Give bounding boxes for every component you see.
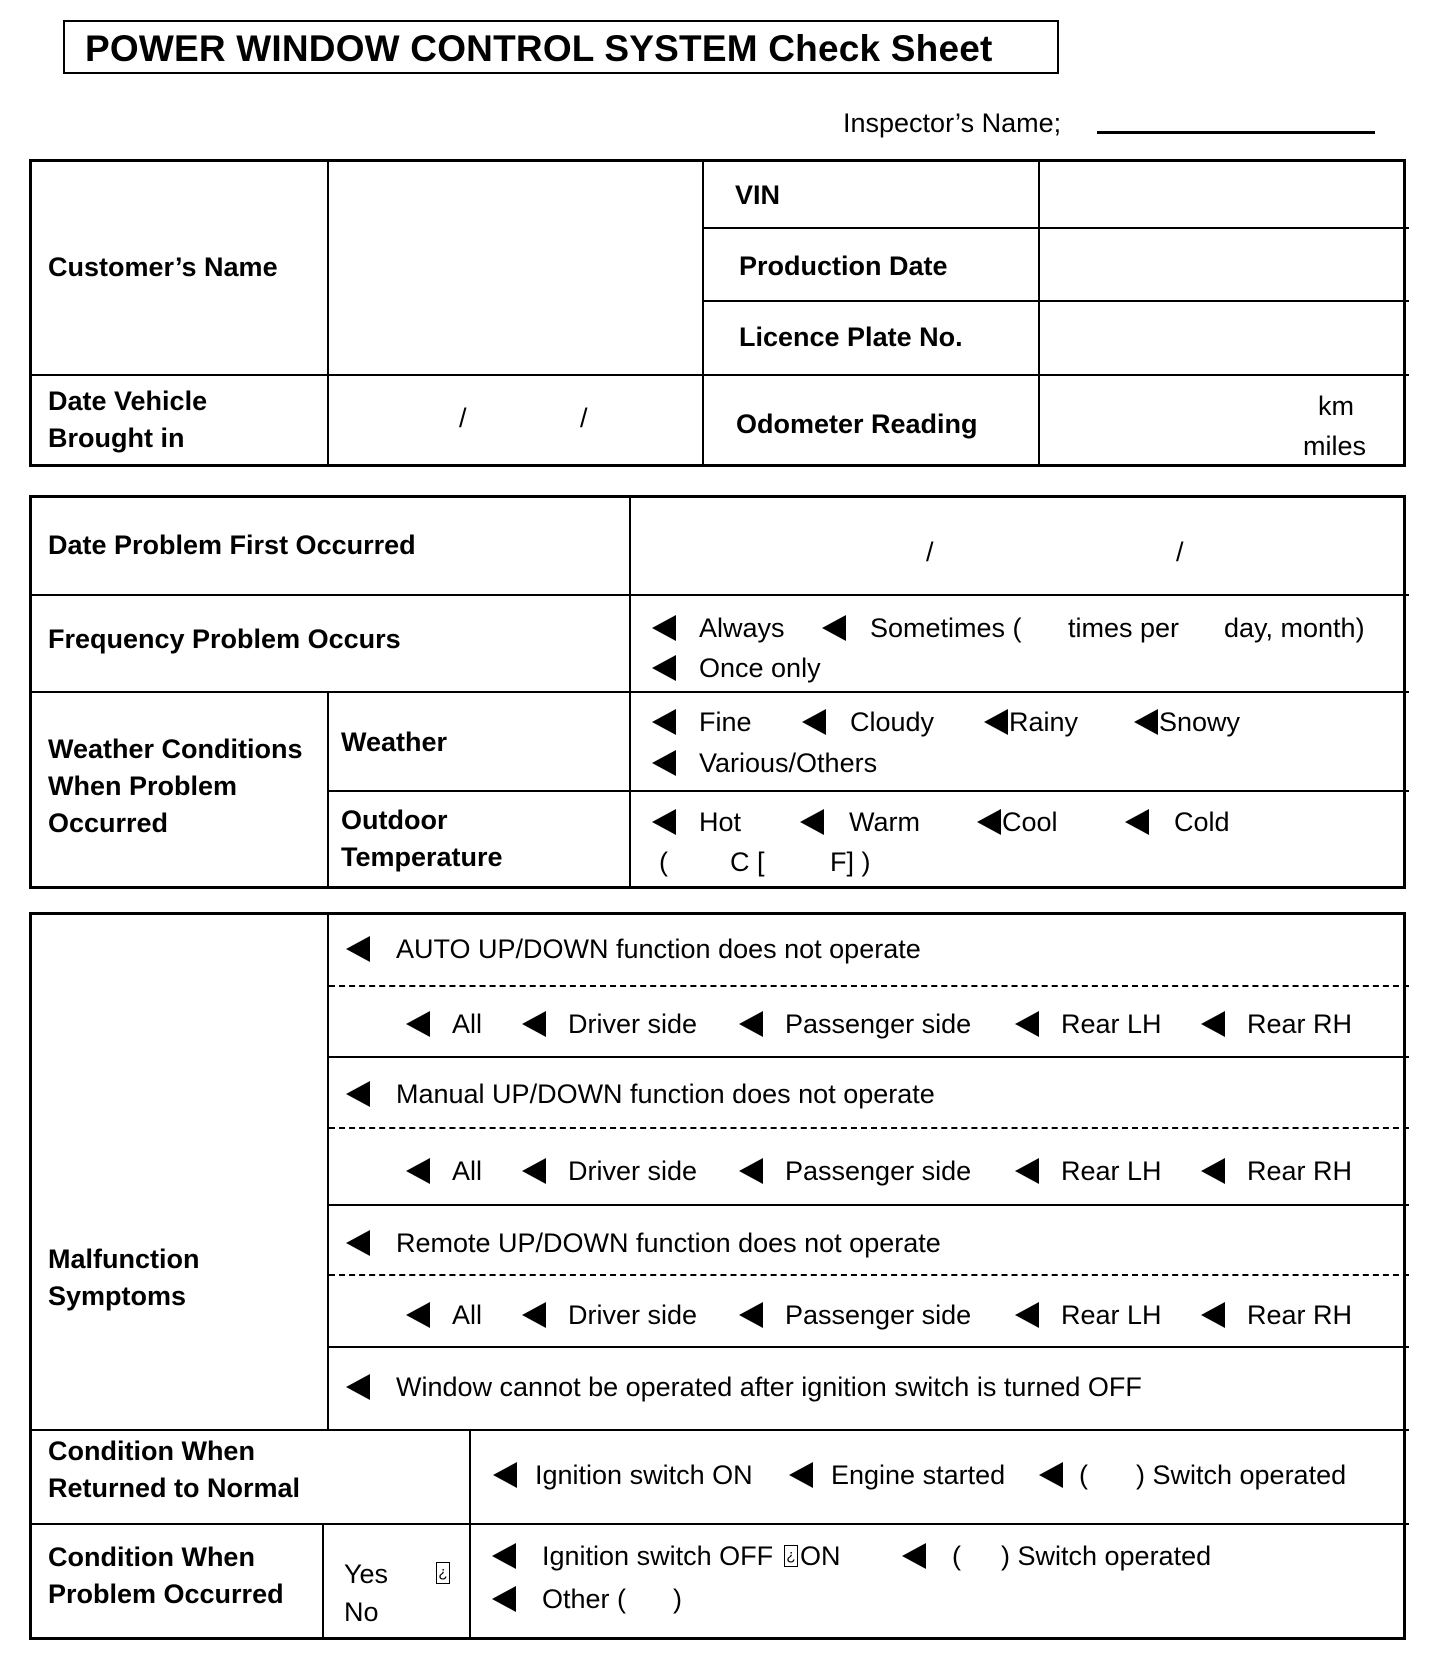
checkbox-auto-rear-lh[interactable]: [1015, 1011, 1039, 1037]
checkbox-auto-driver[interactable]: [522, 1011, 546, 1037]
option-cold: Cold: [1174, 807, 1230, 837]
checkbox-auto[interactable]: [346, 936, 370, 962]
checkbox-remote[interactable]: [346, 1230, 370, 1256]
weather-conditions-label-line2: When Problem: [48, 771, 238, 801]
inspector-name-label: Inspector’s Name;: [843, 108, 1062, 138]
page-title: POWER WINDOW CONTROL SYSTEM Check Sheet: [85, 28, 993, 69]
checkbox-snowy[interactable]: [1134, 709, 1158, 735]
no-label: No: [344, 1597, 379, 1627]
option-occ-switch-operated: ) Switch operated: [1001, 1541, 1212, 1571]
symptom-manual: Manual UP/DOWN function does not operate: [396, 1079, 935, 1109]
ret-open-paren: (: [1079, 1460, 1088, 1490]
option-other-close: ): [673, 1584, 682, 1614]
production-date-field[interactable]: [1042, 229, 1402, 298]
unit-miles: miles: [1303, 431, 1367, 461]
date-brought-label-line1: Date Vehicle: [48, 386, 208, 416]
temp-celsius: C [: [730, 847, 765, 877]
option-ignition-on-suffix: ON: [800, 1541, 841, 1571]
checkbox-auto-all[interactable]: [406, 1011, 430, 1037]
checkbox-manual[interactable]: [346, 1081, 370, 1107]
odometer-field[interactable]: [1042, 376, 1292, 464]
checkbox-ret-ignition-on[interactable]: [493, 1462, 517, 1488]
option-engine-started: Engine started: [831, 1460, 1006, 1490]
checkbox-occ-ignition[interactable]: [492, 1543, 516, 1569]
first-occurred-date-field[interactable]: [633, 498, 1403, 592]
temperature-label-line2: Temperature: [341, 842, 503, 872]
checkbox-remote-rear-lh[interactable]: [1015, 1302, 1039, 1328]
date-brought-label-line2: Brought in: [48, 423, 185, 453]
option-switch-operated: ) Switch operated: [1136, 1460, 1347, 1490]
option-driver-side: Driver side: [568, 1009, 698, 1039]
symptom-ignition-off: Window cannot be operated after ignition switch is turned OFF: [396, 1372, 1142, 1402]
production-date-label: Production Date: [739, 251, 948, 281]
option-fine: Fine: [699, 707, 752, 737]
first-occurred-label: Date Problem First Occurred: [48, 530, 416, 560]
option-driver-side: Driver side: [568, 1156, 698, 1186]
option-always: Always: [699, 613, 785, 643]
unit-km: km: [1318, 391, 1354, 421]
conditions-table: [29, 495, 1406, 889]
yes-no-toggle-icon[interactable]: ¿: [436, 1562, 450, 1584]
option-hot: Hot: [699, 807, 742, 837]
option-cloudy: Cloudy: [850, 707, 935, 737]
temp-open-paren: (: [659, 847, 668, 877]
checkbox-manual-driver[interactable]: [522, 1158, 546, 1184]
customer-name-field[interactable]: [331, 162, 700, 372]
symptoms-label-line1: Malfunction: [48, 1244, 200, 1274]
symptoms-label-line2: Symptoms: [48, 1281, 187, 1311]
licence-plate-field[interactable]: [1042, 302, 1402, 372]
returned-label-line1: Condition When: [48, 1436, 255, 1466]
frequency-label: Frequency Problem Occurs: [48, 624, 401, 654]
option-driver-side: Driver side: [568, 1300, 698, 1330]
temp-fahrenheit: F] ): [830, 847, 871, 877]
checkbox-warm[interactable]: [800, 809, 824, 835]
checkbox-remote-driver[interactable]: [522, 1302, 546, 1328]
temperature-label-line1: Outdoor: [341, 805, 448, 835]
date-separator: /: [580, 403, 588, 433]
checkbox-always[interactable]: [652, 615, 676, 641]
option-various: Various/Others: [699, 748, 878, 778]
option-rear-rh: Rear RH: [1247, 1156, 1353, 1186]
date-separator: /: [926, 537, 934, 567]
checkbox-ret-switch[interactable]: [1039, 1462, 1063, 1488]
checkbox-remote-rear-rh[interactable]: [1201, 1302, 1225, 1328]
date-separator: /: [459, 403, 467, 433]
day-month-text: day, month): [1224, 613, 1365, 643]
checkbox-manual-passenger[interactable]: [739, 1158, 763, 1184]
option-warm: Warm: [849, 807, 920, 837]
checkbox-fine[interactable]: [652, 709, 676, 735]
option-once-only: Once only: [699, 653, 821, 683]
occurred-label-line2: Problem Occurred: [48, 1579, 284, 1609]
symptom-remote: Remote UP/DOWN function does not operate: [396, 1228, 941, 1258]
option-passenger-side: Passenger side: [785, 1009, 972, 1039]
title-box: [63, 20, 1059, 74]
checkbox-rainy[interactable]: [984, 709, 1008, 735]
occ-open-paren: (: [952, 1541, 961, 1571]
checkbox-auto-rear-rh[interactable]: [1201, 1011, 1225, 1037]
vin-label: VIN: [735, 180, 781, 210]
checkbox-remote-passenger[interactable]: [739, 1302, 763, 1328]
option-rear-lh: Rear LH: [1061, 1009, 1162, 1039]
customer-name-label: Customer’s Name: [48, 252, 278, 282]
checkbox-manual-rear-rh[interactable]: [1201, 1158, 1225, 1184]
checkbox-cloudy[interactable]: [802, 709, 826, 735]
checkbox-ret-engine-started[interactable]: [789, 1462, 813, 1488]
option-ignition-on: Ignition switch ON: [535, 1460, 753, 1490]
inspector-name-field[interactable]: [1097, 131, 1375, 134]
weather-label: Weather: [341, 727, 448, 757]
checkbox-manual-rear-lh[interactable]: [1015, 1158, 1039, 1184]
checkbox-cold[interactable]: [1125, 809, 1149, 835]
option-cool: Cool: [1002, 807, 1058, 837]
option-passenger-side: Passenger side: [785, 1300, 972, 1330]
times-per-text: times per: [1068, 613, 1180, 643]
licence-plate-label: Licence Plate No.: [739, 322, 963, 352]
checkbox-occ-other[interactable]: [492, 1586, 516, 1612]
option-rainy: Rainy: [1009, 707, 1079, 737]
yes-label: Yes: [344, 1559, 389, 1589]
checkbox-once-only[interactable]: [652, 655, 676, 681]
checkbox-remote-all[interactable]: [406, 1302, 430, 1328]
checkbox-auto-passenger[interactable]: [739, 1011, 763, 1037]
option-all: All: [452, 1156, 483, 1186]
option-ignition-off-prefix: Ignition switch OFF: [542, 1541, 774, 1571]
checkbox-various[interactable]: [652, 750, 676, 776]
option-passenger-side: Passenger side: [785, 1156, 972, 1186]
odometer-label: Odometer Reading: [736, 409, 978, 439]
occurred-label-line1: Condition When: [48, 1542, 255, 1572]
vin-field[interactable]: [1042, 162, 1402, 225]
date-separator: /: [1176, 537, 1184, 567]
date-brought-field[interactable]: [331, 376, 700, 464]
symptoms-table: [29, 912, 1406, 1640]
option-rear-rh: Rear RH: [1247, 1009, 1353, 1039]
checkbox-hot[interactable]: [652, 809, 676, 835]
vehicle-info-table: [29, 159, 1406, 467]
option-snowy: Snowy: [1159, 707, 1241, 737]
checkbox-occ-switch[interactable]: [902, 1543, 926, 1569]
checkbox-ignition-off[interactable]: [346, 1374, 370, 1400]
option-other-open: Other (: [542, 1584, 627, 1614]
option-sometimes: Sometimes (: [870, 613, 1022, 643]
option-rear-rh: Rear RH: [1247, 1300, 1353, 1330]
option-rear-lh: Rear LH: [1061, 1300, 1162, 1330]
weather-conditions-label-line3: Occurred: [48, 808, 169, 838]
checkbox-cool[interactable]: [977, 809, 1001, 835]
checkbox-sometimes[interactable]: [822, 615, 846, 641]
checkbox-manual-all[interactable]: [406, 1158, 430, 1184]
symptom-auto: AUTO UP/DOWN function does not operate: [396, 934, 921, 964]
option-all: All: [452, 1009, 483, 1039]
returned-label-line2: Returned to Normal: [48, 1473, 301, 1503]
weather-conditions-label-line1: Weather Conditions: [48, 734, 303, 764]
arrow-symbol-icon: ¿: [784, 1545, 798, 1567]
option-rear-lh: Rear LH: [1061, 1156, 1162, 1186]
option-all: All: [452, 1300, 483, 1330]
